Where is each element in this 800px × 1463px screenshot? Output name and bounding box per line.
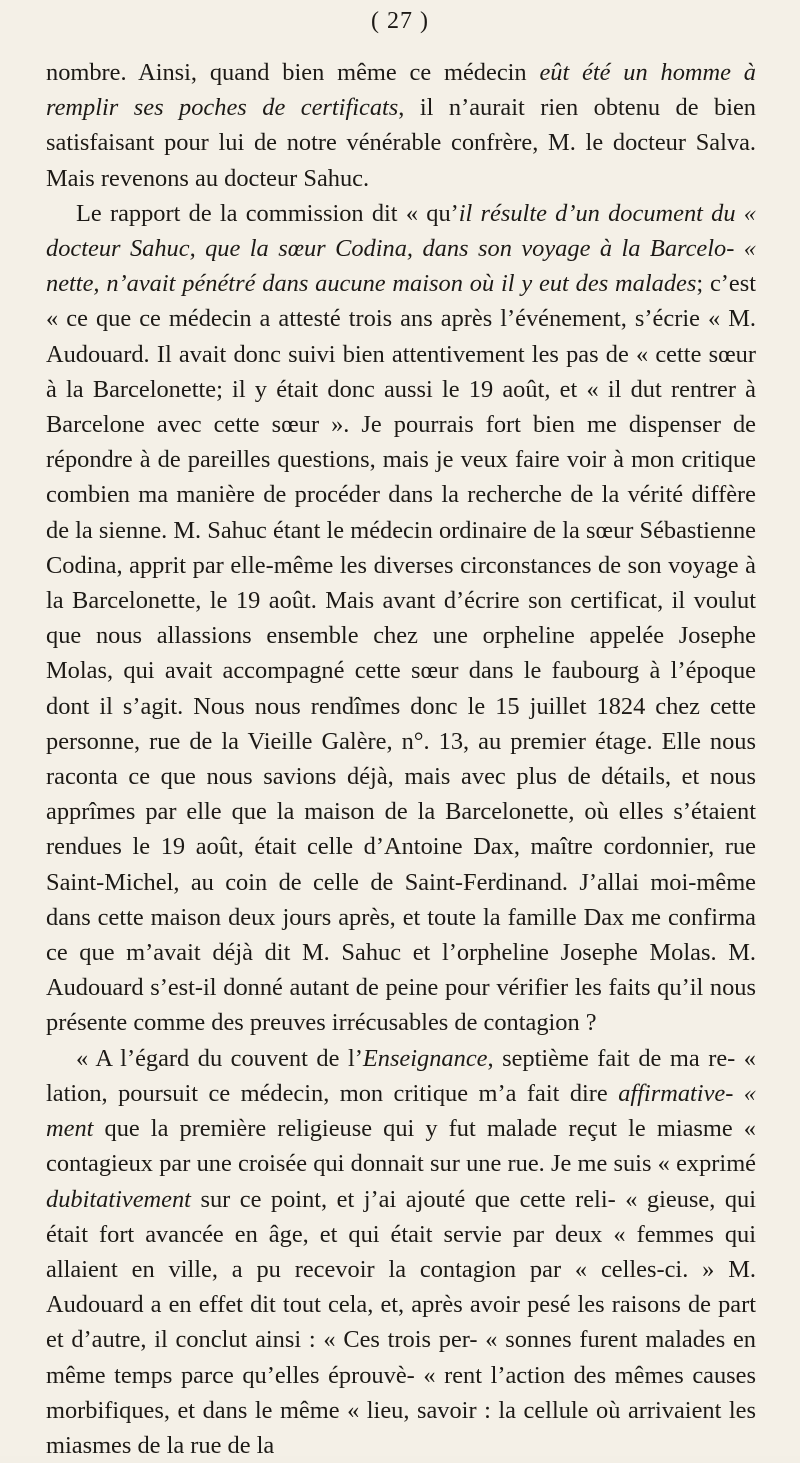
italic-text: Enseignance bbox=[362, 1044, 488, 1072]
italic-text: il résulte d’un document du « docteur Sahuc, que la sœur Codina, dans son voyage à la Barcelo- « nette, n’avait pénétré dans aucune maison où il y eut des malades bbox=[46, 199, 756, 298]
body-text bbox=[46, 55, 756, 1463]
text-segment: , septième fait de ma re- « lation, poursuit ce médecin, mon critique m’a fait dire bbox=[46, 1044, 756, 1107]
paragraph bbox=[46, 196, 756, 1041]
paragraph bbox=[46, 55, 756, 196]
paragraph bbox=[46, 1041, 756, 1463]
page-number: ( 27 ) bbox=[371, 8, 429, 34]
text-segment: sur ce point, et j’ai ajouté que cette reli- « gieuse, qui était fort avancée en âge, et qui était servie par deux « femmes qui allaient en ville, a pu recevoir la contagion par « celles-ci. » M. Audouard a en effet dit tout cela, et, après avoir pesé les raisons de part et d’autre, il conclut ainsi : « Ces trois per- « sonnes furent malades en même temps parce qu’elles éprouvè- « rent l’action des mêmes causes morbifiques, et dans le même « lieu, savoir : la cellule où arrivaient les miasmes de la rue de la bbox=[46, 1185, 756, 1459]
text-segment: « A l’égard du couvent de l’ bbox=[76, 1044, 363, 1072]
text-segment: nombre. Ainsi, quand bien même ce médecin bbox=[46, 59, 540, 86]
text-segment: que la première religieuse qui y fut malade reçut le miasme « contagieux par une croisée qui donnait sur une rue. Je me suis « exprimé bbox=[46, 1115, 756, 1178]
text-segment: Le rapport de la commission dit « qu’ bbox=[76, 199, 459, 227]
text-segment: ; c’est « ce que ce médecin a attesté trois ans après l’événement, s’écrie « M. Audouard. Il avait donc suivi bien attentivement les pas de « cette sœur à la Barcelonette; il y était donc aussi le 19 août, et « il dut rentrer à Barcelone avec cette sœur ». Je pourrais fort bien me dispenser de répondre à de pareilles questions, mais je veux faire voir à mon critique combien ma manière de procéder dans la recherche de la vérité diffère de la sienne. M. Sahuc étant le médecin ordinaire de la sœur Sébastienne Codina, apprit par elle-même les diverses circonstances de son voyage à la Barcelonette, le 19 août. Mais avant d’écrire son certificat, il voulut que nous allassions ensemble chez une orpheline appelée Josephe Molas, qui avait accompagné cette sœur dans le faubourg à l’époque dont il s’agit. Nous nous rendîmes donc le 15 juillet 1824 chez cette personne, rue de la Vieille Galère, n°. 13, au premier étage. Elle nous raconta ce que nous savions déjà, mais avec plus de détails, et nous apprîmes par elle que la maison de la Barcelonette, où elles s’étaient rendues le 19 août, était celle d’Antoine Dax, maître cordonnier, rue Saint-Michel, au coin de celle de Saint-Ferdinand. J’allai moi-même dans cette maison deux jours après, et toute la famille Dax me confirma ce que m’avait déjà dit M. Sahuc et l’orpheline Josephe Molas. M. Audouard s’est-il donné autant de peine pour vérifier les faits qu’il nous présente comme des preuves irrécusables de contagion ? bbox=[46, 270, 756, 1037]
text-segment: , il n’aurait rien obtenu de bien satisfaisant pour lui de notre vénérable confrère, M. le docteur Salva. Mais revenons au docteur Sahuc. bbox=[46, 94, 756, 192]
italic-text: affirmative- « ment bbox=[46, 1079, 756, 1143]
italic-text: dubitativement bbox=[46, 1185, 191, 1213]
italic-text: eût été un homme à remplir ses poches de certificats bbox=[46, 59, 756, 122]
